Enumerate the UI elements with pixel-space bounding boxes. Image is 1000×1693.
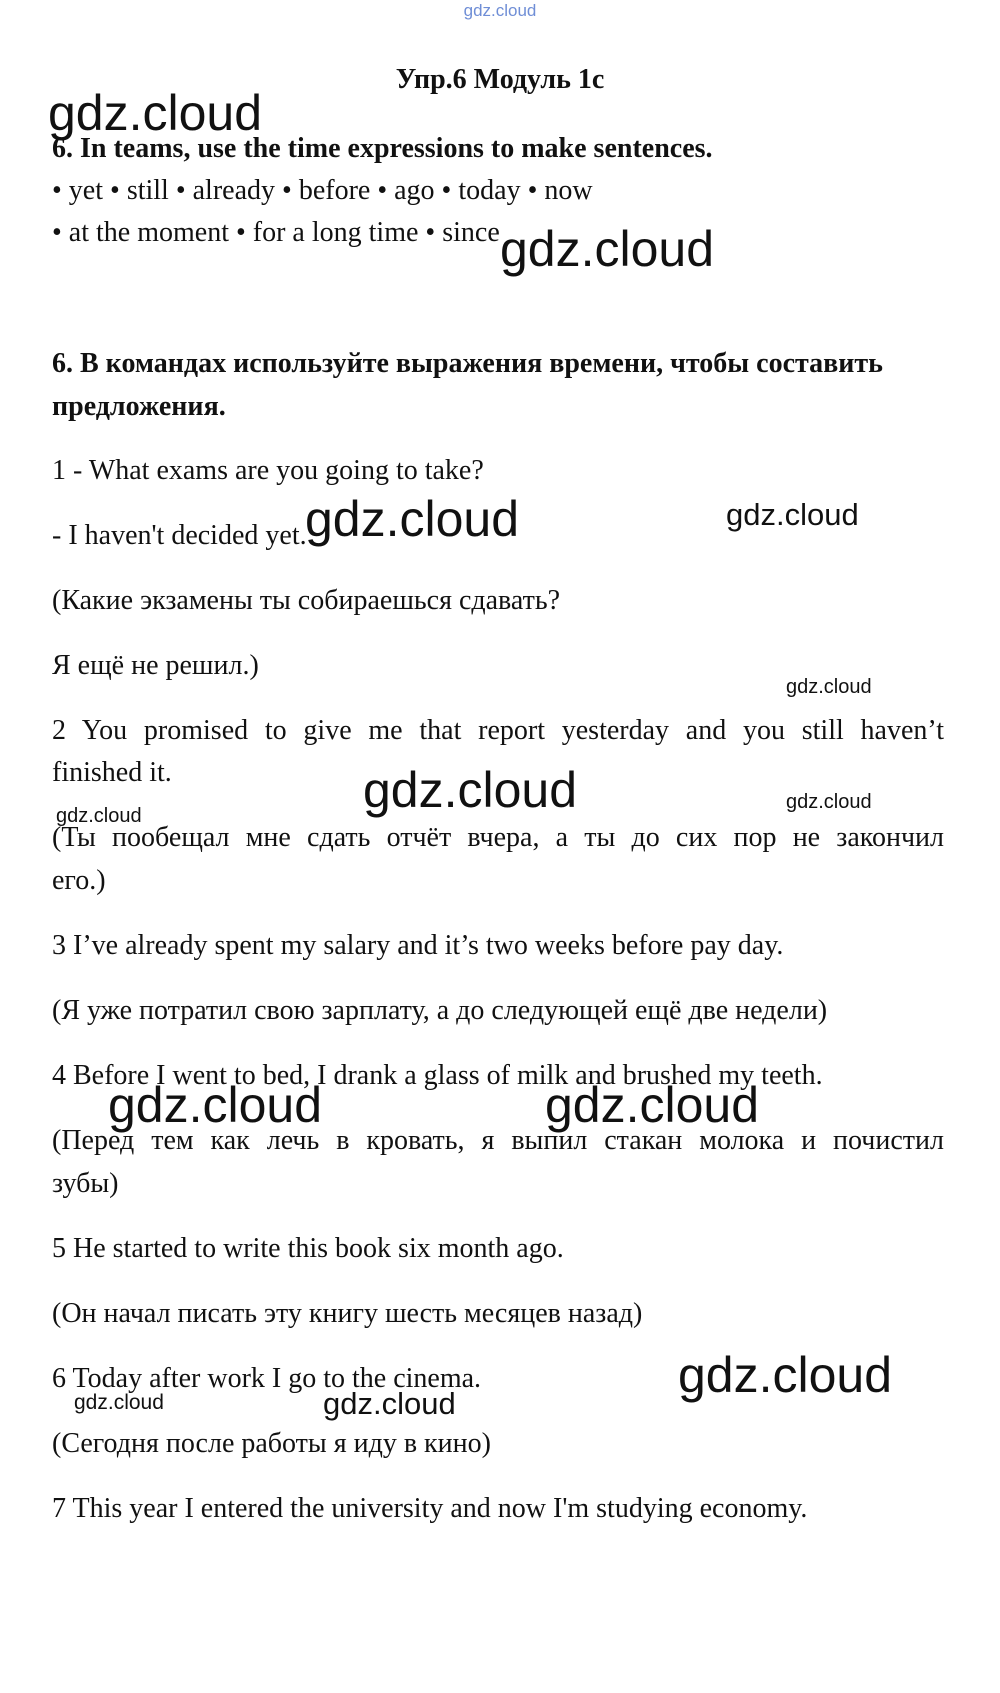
watermark: gdz.cloud: [74, 1391, 164, 1414]
watermark: gdz.cloud: [108, 1077, 323, 1133]
watermark: gdz.cloud: [500, 221, 715, 277]
answer-2-line-1: 2 You promised to give me that report yesterday and you still haven’t: [52, 715, 944, 746]
watermark: gdz.cloud: [786, 791, 872, 813]
watermark: gdz.cloud: [323, 1386, 456, 1421]
header-link[interactable]: gdz.cloud: [463, 1, 537, 20]
answer-3-translation-line-1: (Я уже потратил свою зарплату, а до следующей ещё две недели): [52, 995, 828, 1026]
answer-3-line-1: 3 I’ve already spent my salary and it’s two weeks before pay day.: [52, 930, 784, 961]
watermark: gdz.cloud: [363, 762, 578, 818]
answer-5-translation-line-1: (Он начал писать эту книгу шесть месяцев назад): [52, 1298, 643, 1329]
answer-7-line-1: 7 This year I entered the university and now I'm studying economy.: [52, 1493, 808, 1524]
answer-1-translation-line-2: Я ещё не решил.): [52, 650, 259, 681]
answer-4-translation-line-2: зубы): [52, 1168, 119, 1199]
task-heading-ru-line-2: предложения.: [52, 391, 226, 422]
answer-4-translation-line-1: (Перед тем как лечь в кровать, я выпил стакан молока и почистил: [52, 1125, 944, 1156]
answer-6-line-1: 6 Today after work I go to the cinema.: [52, 1363, 482, 1394]
answer-2-line-2: finished it.: [52, 757, 172, 788]
answer-4-line-1: 4 Before I went to bed, I drank a glass of milk and brushed my teeth.: [52, 1060, 823, 1091]
answer-1-line-1: 1 - What exams are you going to take?: [52, 455, 484, 486]
answer-2-translation-line-1: (Ты пообещал мне сдать отчёт вчера, а ты до сих пор не закончил: [52, 822, 944, 853]
time-expressions-line-2: • at the moment • for a long time • since: [52, 217, 500, 248]
page-title: Упр.6 Модуль 1с: [395, 64, 605, 95]
answer-5-line-1: 5 He started to write this book six month ago.: [52, 1233, 564, 1264]
task-heading-en: 6. In teams, use the time expressions to make sentences.: [52, 133, 713, 164]
watermark: gdz.cloud: [786, 676, 872, 698]
watermark: gdz.cloud: [305, 491, 520, 547]
answer-1-translation-line-1: (Какие экзамены ты собираешься сдавать?: [52, 585, 561, 616]
watermark: gdz.cloud: [726, 497, 859, 532]
watermark: gdz.cloud: [678, 1347, 893, 1403]
time-expressions-line-1: • yet • still • already • before • ago • today • now: [52, 175, 593, 206]
watermark: gdz.cloud: [56, 805, 142, 827]
watermark: gdz.cloud: [48, 85, 263, 141]
watermark: gdz.cloud: [545, 1077, 760, 1133]
answer-1-line-2: - I haven't decided yet.: [52, 520, 307, 551]
task-heading-ru-line-1: 6. В командах используйте выражения времени, чтобы составить: [52, 348, 883, 379]
answer-2-translation-line-2: его.): [52, 865, 106, 896]
answer-6-translation-line-1: (Сегодня после работы я иду в кино): [52, 1428, 491, 1459]
